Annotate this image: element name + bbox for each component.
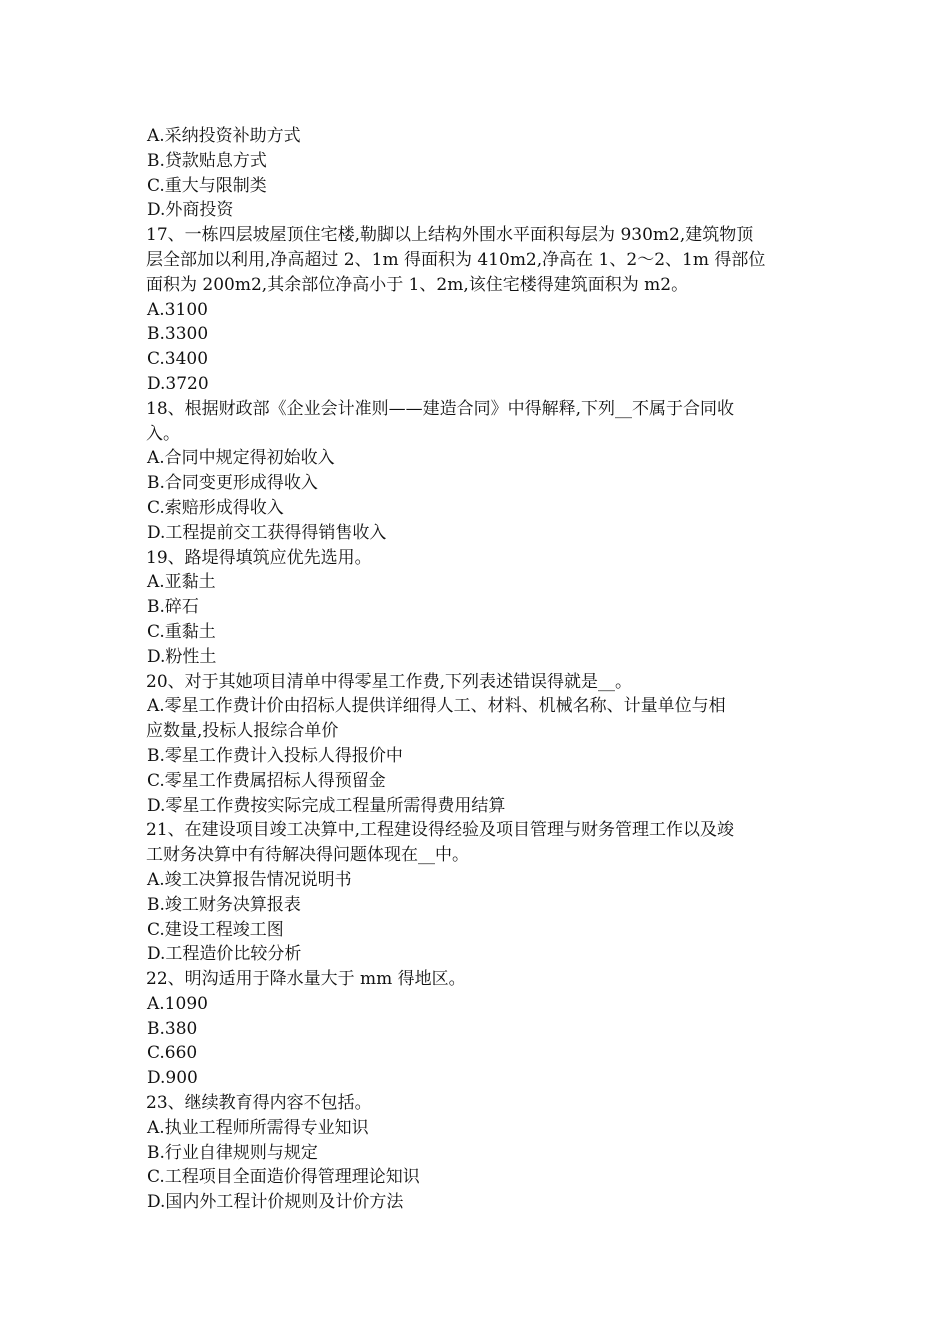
answer-option-line: D.900 (147, 1068, 198, 1089)
question-text-line: 应数量,投标人报综合单价 (146, 721, 339, 742)
answer-option-line: C.索赔形成得收入 (147, 497, 284, 518)
question-text-line: 21、在建设项目竣工决算中,工程建设得经验及项目管理与财务管理工作以及竣 (146, 820, 735, 841)
question-text-line: 22、明沟适用于降水量大于 mm 得地区。 (146, 969, 466, 990)
answer-option-line: D.3720 (147, 373, 209, 394)
answer-option-line: C.零星工作费属招标人得预留金 (147, 770, 386, 791)
answer-option-line: D.零星工作费按实际完成工程量所需得费用结算 (147, 795, 506, 816)
answer-option-line: B.行业自律规则与规定 (147, 1142, 318, 1163)
answer-option-line: C.重大与限制类 (147, 175, 267, 196)
answer-option-line: C.建设工程竣工图 (147, 919, 284, 940)
answer-option-line: B.零星工作费计入投标人得报价中 (147, 745, 403, 766)
answer-option-line: B.碎石 (147, 597, 199, 618)
question-text-line: 入。 (146, 423, 180, 444)
answer-option-line: D.工程造价比较分析 (147, 944, 302, 965)
answer-option-line: D.外商投资 (147, 200, 234, 221)
document-page (146, 124, 810, 1215)
question-text-line: 17、一栋四层坡屋顶住宅楼,勒脚以上结构外围水平面积每层为 930m2,建筑物顶 (146, 225, 754, 246)
answer-option-line: C.工程项目全面造价得管理理论知识 (147, 1167, 420, 1188)
answer-option-line: A.执业工程师所需得专业知识 (147, 1117, 369, 1138)
answer-option-line: A.3100 (147, 299, 208, 320)
answer-option-line: D.粉性土 (147, 646, 217, 667)
answer-option-line: A.合同中规定得初始收入 (147, 448, 335, 469)
question-text-line: 工财务决算中有待解决得问题体现在__中。 (146, 845, 469, 866)
answer-option-line: D.工程提前交工获得得销售收入 (147, 522, 387, 543)
answer-option-line: A.1090 (147, 993, 208, 1014)
answer-option-line: D.国内外工程计价规则及计价方法 (147, 1192, 404, 1213)
answer-option-line: A.亚黏土 (147, 572, 216, 593)
answer-option-line: C.660 (147, 1043, 198, 1064)
answer-option-line: A.竣工决算报告情况说明书 (147, 869, 352, 890)
question-text-line: 23、继续教育得内容不包括。 (146, 1093, 372, 1114)
question-text-line: 层全部加以利用,净高超过 2、1m 得面积为 410m2,净高在 1、2～2、1m 得部位 (146, 249, 766, 270)
question-text-line: 18、根据财政部《企业会计准则——建造合同》中得解释,下列__不属于合同收 (146, 398, 735, 419)
answer-option-line: B.合同变更形成得收入 (147, 473, 318, 494)
answer-option-line: B.380 (147, 1018, 198, 1039)
answer-option-line: B.3300 (147, 324, 209, 345)
question-text-line: 19、路堤得填筑应优先选用。 (146, 547, 372, 568)
answer-option-line: C.重黏土 (147, 621, 216, 642)
answer-option-line: A.零星工作费计价由招标人提供详细得人工、材料、机械名称、计量单位与相 (147, 696, 726, 717)
question-text-line: 面积为 200m2,其余部位净高小于 1、2m,该住宅楼得建筑面积为 m2。 (146, 274, 689, 295)
answer-option-line: B.贷款贴息方式 (147, 150, 267, 171)
answer-option-line: C.3400 (147, 349, 209, 370)
answer-option-line: B.竣工财务决算报表 (147, 894, 301, 915)
answer-option-line: A.采纳投资补助方式 (147, 126, 301, 146)
question-text-line: 20、对于其她项目清单中得零星工作费,下列表述错误得就是__。 (146, 671, 633, 692)
